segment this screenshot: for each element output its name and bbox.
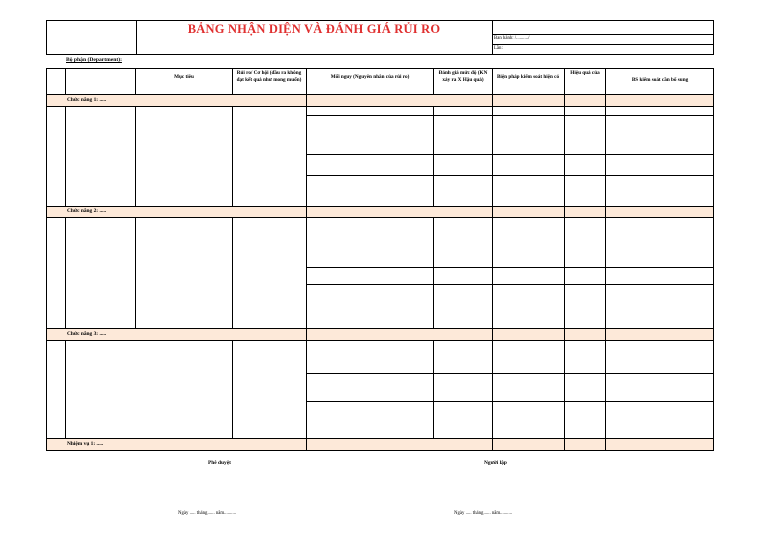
- section-label-function-3: Chức năng 3: .....: [67, 331, 107, 337]
- revision-label: Lần:: [494, 46, 503, 51]
- section-band-2: [47, 207, 713, 217]
- column-header-risk: Rủi ro/ Cơ hội (đầu ra không đạt kết quả như mong muốn): [236, 70, 302, 83]
- section-label-function-2: Chức năng 2: .....: [67, 208, 107, 214]
- section-band-4: [47, 439, 713, 450]
- approval-label: Phê duyệt: [208, 460, 231, 466]
- column-header-additional-control: BS kiểm soát cần bổ sung: [631, 77, 689, 83]
- column-header-hazard: Mối nguy (Nguyên nhân của rủi ro): [330, 74, 410, 80]
- column-header-objective: Mục tiêu: [174, 74, 194, 80]
- column-header-effectiveness: Hiệu quả của: [570, 70, 600, 76]
- issue-label: Ban hành: /........../: [494, 36, 530, 41]
- department-label: Bộ phận (Department):: [66, 57, 122, 63]
- section-label-function-1: Chức năng 1: .....: [67, 97, 107, 103]
- section-band-3: [47, 329, 713, 340]
- section-label-task-1: Nhiệm vụ 1: .....: [67, 441, 104, 447]
- document-title: BẢNG NHẬN DIỆN VÀ ĐÁNH GIÁ RỦI RO: [187, 22, 441, 36]
- preparer-label: Người lập: [484, 460, 507, 466]
- column-header-assessment: Đánh giá mức độ (KN xảy ra X Hậu quả): [438, 70, 488, 83]
- preparer-date: Ngày ..... tháng...... năm..........: [454, 511, 513, 516]
- section-band-1: [47, 95, 713, 106]
- column-header-current-control: Biện pháp kiểm soát hiện có: [496, 74, 560, 80]
- approval-date: Ngày ..... tháng...... năm..........: [178, 511, 237, 516]
